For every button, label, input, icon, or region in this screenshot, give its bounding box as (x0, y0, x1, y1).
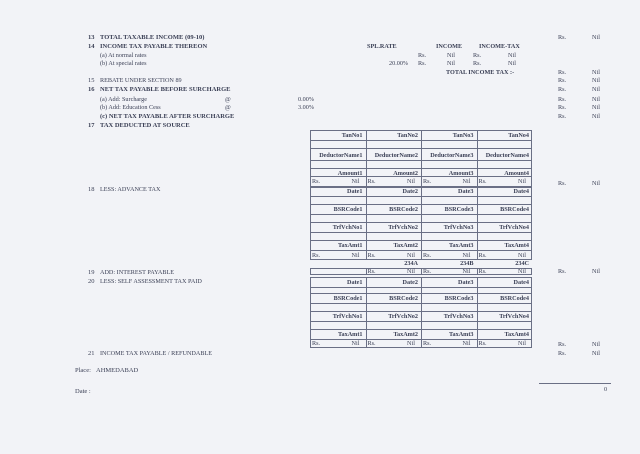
total-income-tax-label: TOTAL INCOME TAX :- (446, 69, 515, 76)
line-number: 20 (88, 278, 95, 285)
signature-value: 0 (604, 386, 608, 393)
nil-value: Nil (462, 268, 471, 275)
line-label: TAX DEDUCTED AT SOURCE (100, 122, 190, 129)
table-cell: TrfVchNo1 (332, 224, 363, 231)
line-label: TOTAL TAXABLE INCOME (09-10) (100, 34, 205, 41)
rs-label: Rs. (478, 252, 487, 259)
table-cell: DeductorName4 (485, 152, 529, 159)
table-divider (310, 204, 532, 205)
table-cell: TaxAmt3 (448, 331, 474, 338)
nil-value: Nil (518, 178, 526, 185)
table-cell: Date1 (347, 279, 363, 286)
date-label: Date : (75, 388, 91, 395)
table-divider (310, 303, 532, 304)
table-cell: TrfVchNo2 (388, 313, 418, 320)
nil-value: Nil (592, 34, 600, 41)
interest-section: 234B (460, 260, 474, 267)
table-divider (310, 293, 532, 294)
table-cell: TaxAmt2 (393, 242, 418, 249)
rs-label: Rs. (478, 178, 487, 185)
rs-label: Rs. (558, 77, 567, 84)
nil-value: Nil (592, 104, 600, 111)
cess-rate: 3.00% (298, 104, 314, 111)
special-rate-value: 20.00% (389, 60, 409, 67)
nil-value: Nil (518, 340, 526, 347)
rs-label: Rs. (558, 86, 567, 93)
nil-value: Nil (592, 180, 600, 187)
rs-label: Rs. (312, 178, 321, 185)
nil-value: Nil (462, 252, 471, 259)
line-label: INCOME TAX PAYABLE / REFUNDABLE (100, 350, 213, 357)
table-cell: Amount3 (448, 170, 474, 177)
table-cell: BSRCode1 (333, 295, 363, 302)
line-label: REBATE UNDER SECTION 89 (100, 77, 182, 84)
rs-label: Rs. (423, 252, 432, 259)
table-divider (421, 268, 422, 275)
table-cell: TanNo1 (341, 132, 363, 139)
at-symbol: @ (225, 104, 231, 111)
nil-value: Nil (407, 268, 415, 275)
line-label: (a) At normal rates (100, 52, 147, 59)
nil-value: Nil (462, 178, 471, 185)
income-tax-header: INCOME-TAX (479, 43, 520, 50)
table-divider (477, 268, 478, 275)
rs-label: Rs. (558, 350, 567, 357)
rs-label: Rs. (473, 52, 482, 59)
table-cell: Amount4 (504, 170, 529, 177)
rs-label: Rs. (478, 340, 487, 347)
table-divider (310, 140, 532, 141)
table-cell: BSRCode3 (444, 295, 474, 302)
rs-label: Rs. (367, 268, 376, 275)
at-symbol: @ (225, 96, 231, 103)
table-cell: Amount1 (337, 170, 363, 177)
table-cell: Date2 (402, 188, 418, 195)
line-number: 13 (88, 34, 95, 41)
rs-label: Rs. (312, 252, 321, 259)
table-cell: BSRCode4 (500, 295, 529, 302)
nil-value: Nil (447, 52, 455, 59)
table-cell: TaxAmt2 (393, 331, 418, 338)
rs-label: Rs. (558, 104, 567, 111)
rs-label: Rs. (558, 180, 567, 187)
nil-value: Nil (592, 77, 600, 84)
table-divider (310, 196, 532, 197)
line-number: 17 (88, 122, 95, 129)
table-cell: BSRCode4 (500, 206, 529, 213)
nil-value: Nil (351, 340, 360, 347)
income-header: INCOME (436, 43, 463, 50)
line-number: 21 (88, 350, 95, 357)
interest-section: 234C (515, 260, 529, 267)
rs-label: Rs. (367, 178, 376, 185)
table-cell: TaxAmt1 (337, 331, 363, 338)
rs-label: Rs. (367, 340, 376, 347)
rs-label: Rs. (558, 69, 567, 76)
nil-value: Nil (447, 60, 455, 67)
nil-value: Nil (407, 178, 415, 185)
table-divider (310, 232, 532, 233)
line-number: 15 (88, 77, 95, 84)
rs-label: Rs. (558, 268, 567, 275)
table-cell: Date1 (347, 188, 363, 195)
table-cell: DeductorName1 (319, 152, 363, 159)
line-number: 16 (88, 86, 95, 93)
surcharge-rate: 0.00% (298, 96, 314, 103)
table-cell: TanNo3 (452, 132, 474, 139)
table-divider (310, 321, 532, 322)
table-divider (310, 148, 532, 149)
line-number: 14 (88, 43, 95, 50)
interest-section: 234A (404, 260, 418, 267)
rs-label: Rs. (558, 34, 567, 41)
nil-value: Nil (518, 268, 526, 275)
table-cell: TaxAmt4 (504, 242, 529, 249)
table-cell: TrfVchNo1 (332, 313, 363, 320)
table-divider (310, 214, 532, 215)
nil-value: Nil (407, 252, 415, 259)
table-cell: BSRCode2 (389, 206, 418, 213)
rs-label: Rs. (367, 252, 376, 259)
line-number: 18 (88, 186, 95, 193)
table-cell: TrfVchNo4 (499, 224, 529, 231)
table-cell: TanNo4 (508, 132, 529, 139)
rs-label: Rs. (558, 96, 567, 103)
nil-value: Nil (351, 252, 360, 259)
signature-line (539, 383, 611, 384)
nil-value: Nil (592, 268, 600, 275)
table-cell: Date4 (513, 279, 529, 286)
nil-value: Nil (592, 96, 600, 103)
table-divider (310, 250, 532, 251)
table-divider (310, 287, 532, 288)
spl-rate-header: SPL.RATE (367, 43, 397, 50)
rs-label: Rs. (478, 268, 487, 275)
nil-value: Nil (592, 113, 600, 120)
table-divider (310, 329, 532, 330)
line-number: 19 (88, 269, 95, 276)
line-label: LESS: SELF ASSESSMENT TAX PAID (100, 278, 202, 285)
table-divider (310, 240, 532, 241)
table-cell: TaxAmt1 (337, 242, 363, 249)
table-cell: TaxAmt3 (448, 242, 474, 249)
line-label: (a) Add: Surcharge (100, 96, 147, 103)
nil-value: Nil (351, 178, 360, 185)
line-label: (c) NET TAX PAYABLE AFTER SURCHARGE (100, 113, 235, 120)
nil-value: Nil (592, 341, 600, 348)
table-cell: DeductorName2 (374, 152, 418, 159)
nil-value: Nil (592, 350, 600, 357)
table-cell: TrfVchNo3 (443, 313, 474, 320)
nil-value: Nil (407, 340, 415, 347)
rs-label: Rs. (473, 60, 482, 67)
table-cell: BSRCode3 (444, 206, 474, 213)
nil-value: Nil (462, 340, 471, 347)
line-label: ADD: INTEREST PAYABLE (100, 269, 175, 276)
rs-label: Rs. (558, 341, 567, 348)
table-cell: TanNo2 (397, 132, 418, 139)
rs-label: Rs. (423, 340, 432, 347)
table-cell: DeductorName3 (430, 152, 474, 159)
place-label: Place: (75, 367, 91, 374)
rs-label: Rs. (312, 340, 321, 347)
line-label: (b) At special rates (100, 60, 147, 67)
nil-value: Nil (518, 252, 526, 259)
table-divider (366, 268, 367, 275)
table-cell: TrfVchNo2 (388, 224, 418, 231)
table-cell: Date3 (458, 188, 474, 195)
table-cell: BSRCode2 (389, 295, 418, 302)
line-label: NET TAX PAYABLE BEFORE SURCHARGE (100, 86, 231, 93)
nil-value: Nil (508, 52, 516, 59)
table-cell: TaxAmt4 (504, 331, 529, 338)
table-cell: Date2 (402, 279, 418, 286)
nil-value: Nil (592, 69, 600, 76)
table-divider (310, 339, 532, 340)
table-divider (310, 168, 532, 169)
table-cell: Amount2 (393, 170, 418, 177)
table-cell: Date4 (513, 188, 529, 195)
table-divider (310, 311, 532, 312)
table-cell: TrfVchNo4 (499, 313, 529, 320)
table-cell: BSRCode1 (333, 206, 363, 213)
table-cell: TrfVchNo3 (443, 224, 474, 231)
nil-value: Nil (508, 60, 516, 67)
table-divider (310, 222, 532, 223)
nil-value: Nil (592, 86, 600, 93)
table-cell: Date3 (458, 279, 474, 286)
line-label: (b) Add: Education Cess (100, 104, 161, 111)
rs-label: Rs. (418, 60, 427, 67)
rs-label: Rs. (423, 268, 432, 275)
line-label: INCOME TAX PAYABLE THEREON (100, 43, 208, 50)
rs-label: Rs. (423, 178, 432, 185)
place-value: AHMEDABAD (96, 367, 139, 374)
rs-label: Rs. (558, 113, 567, 120)
table-divider (310, 160, 532, 161)
rs-label: Rs. (418, 52, 427, 59)
line-label: LESS: ADVANCE TAX (100, 186, 161, 193)
